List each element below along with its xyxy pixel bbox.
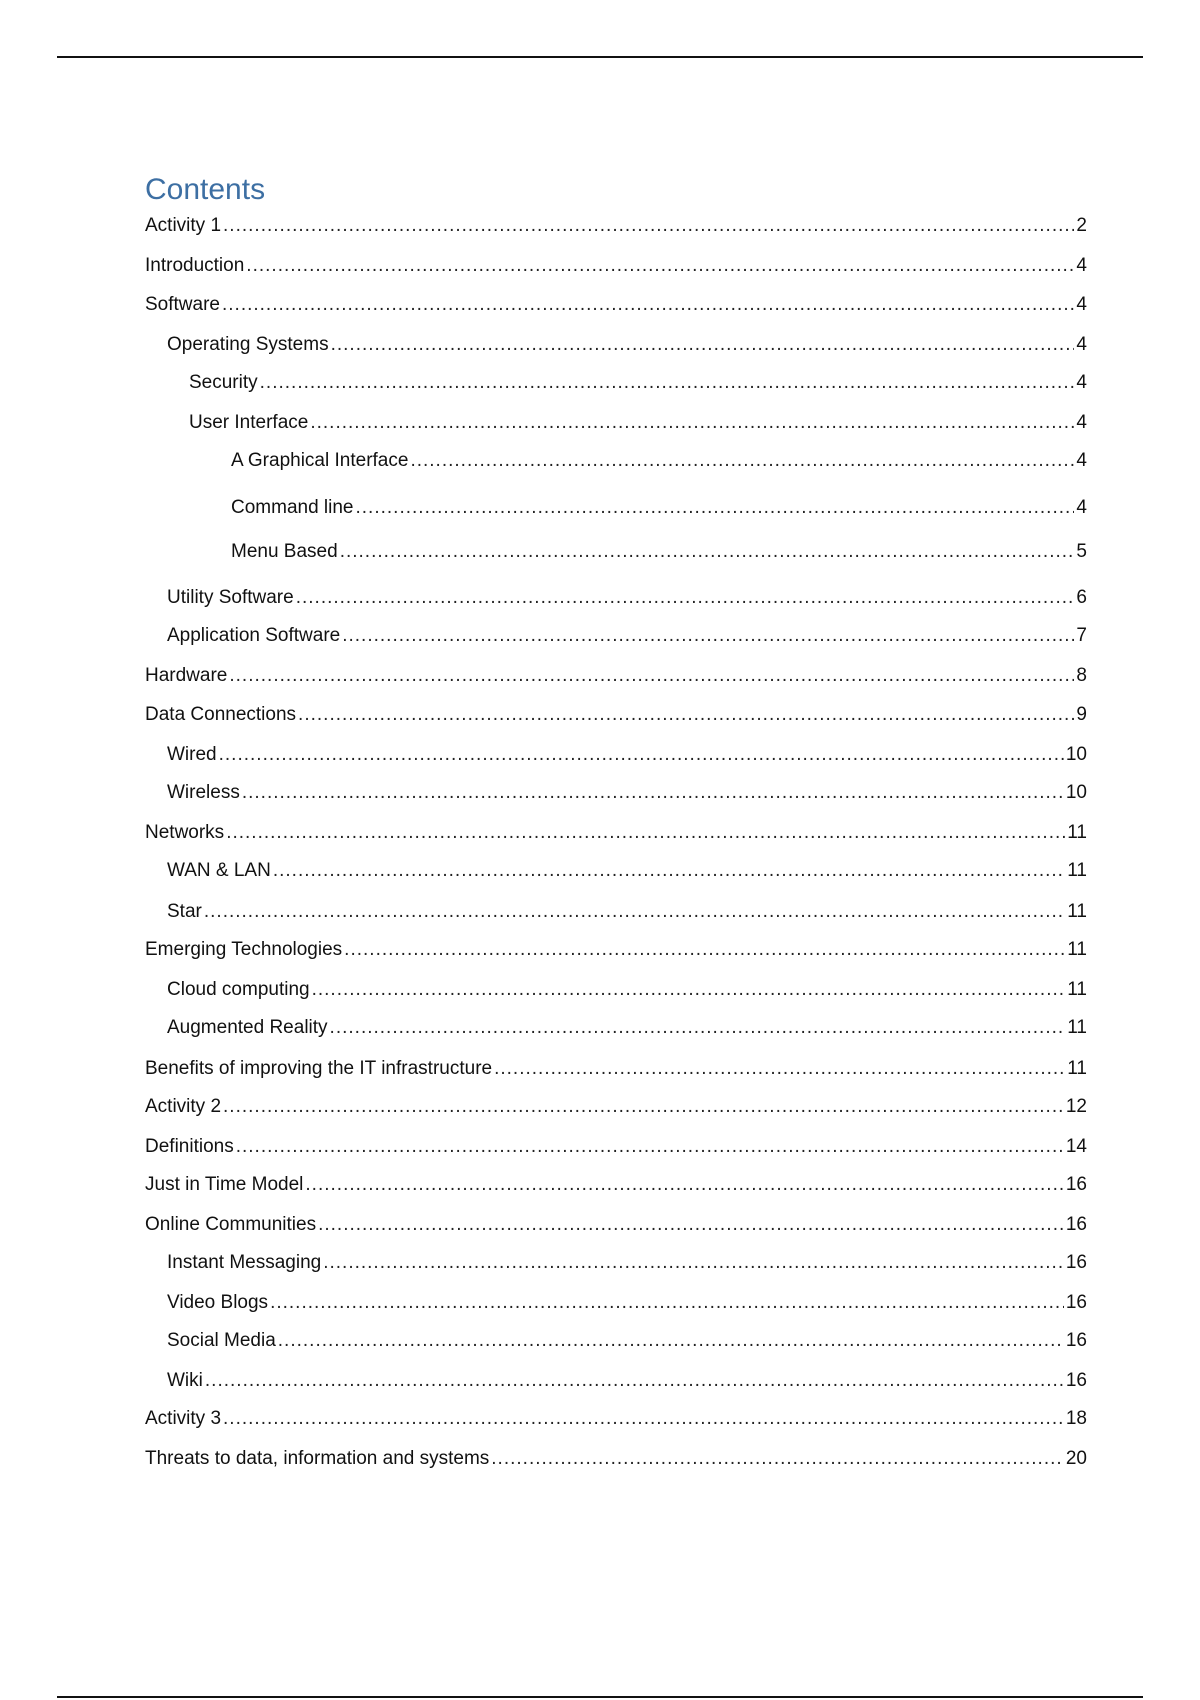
toc-dot-leader	[312, 976, 1066, 1004]
toc-entry-page-number: 2	[1076, 215, 1087, 236]
toc-entry-page-number: 4	[1076, 294, 1087, 315]
toc-entry-label: Activity 3	[145, 1408, 222, 1429]
toc-entry-label: Wireless	[167, 782, 240, 803]
toc-entry-page-number: 10	[1065, 744, 1087, 765]
toc-entry-label: Video Blogs	[167, 1292, 269, 1313]
toc-entry[interactable]	[145, 662, 1087, 690]
toc-dot-leader	[236, 1133, 1064, 1161]
toc-entry-label: Augmented Reality	[167, 1017, 328, 1038]
toc-entry-page-number: 16	[1065, 1370, 1087, 1391]
toc-entry[interactable]	[145, 976, 1087, 1004]
toc-entry[interactable]	[145, 1014, 1087, 1042]
toc-entry-page-number: 14	[1065, 1136, 1087, 1157]
toc-entry-label: Just in Time Model	[145, 1174, 304, 1195]
toc-entry-page-number: 4	[1076, 255, 1087, 276]
toc-dot-leader	[260, 369, 1075, 397]
toc-dot-leader	[222, 291, 1074, 319]
toc-entry-label: WAN & LAN	[167, 860, 271, 881]
toc-entry-page-number: 9	[1076, 704, 1087, 725]
toc-dot-leader	[273, 857, 1065, 885]
toc-dot-leader	[356, 494, 1075, 522]
toc-entry[interactable]	[145, 1367, 1087, 1395]
toc-entry-page-number: 4	[1076, 450, 1087, 471]
toc-entry-page-number: 16	[1065, 1174, 1087, 1195]
toc-entry-page-number: 10	[1065, 782, 1087, 803]
toc-entry[interactable]	[145, 1093, 1087, 1121]
toc-dot-leader	[318, 1211, 1064, 1239]
toc-entry[interactable]	[145, 369, 1087, 397]
toc-entry-page-number: 7	[1076, 625, 1087, 646]
toc-entry[interactable]	[145, 1445, 1087, 1473]
toc-dot-leader	[278, 1327, 1064, 1355]
toc-entry[interactable]	[145, 494, 1087, 522]
toc-entry[interactable]	[145, 331, 1087, 359]
toc-entry-label: Utility Software	[167, 587, 294, 608]
toc-entry-page-number: 11	[1067, 901, 1087, 922]
toc-entry-page-number: 16	[1065, 1292, 1087, 1313]
toc-dot-leader	[205, 1367, 1064, 1395]
toc-entry-page-number: 11	[1067, 822, 1087, 843]
toc-entry[interactable]	[145, 1327, 1087, 1355]
toc-entry[interactable]	[145, 212, 1087, 240]
toc-entry-page-number: 4	[1076, 334, 1087, 355]
toc-entry[interactable]	[145, 819, 1087, 847]
toc-dot-leader	[305, 1171, 1063, 1199]
toc-dot-leader	[494, 1055, 1065, 1083]
toc-entry-label: Data Connections	[145, 704, 297, 725]
toc-dot-leader	[296, 584, 1075, 612]
toc-dot-leader	[229, 662, 1074, 690]
toc-entry[interactable]	[145, 1133, 1087, 1161]
toc-dot-leader	[330, 1014, 1066, 1042]
toc-entry-label: Command line	[231, 497, 354, 518]
toc-dot-leader	[223, 1405, 1064, 1433]
toc-dot-leader	[298, 701, 1074, 729]
toc-entry-page-number: 11	[1067, 979, 1087, 1000]
toc-dot-leader	[242, 779, 1064, 807]
toc-entry-page-number: 4	[1076, 412, 1087, 433]
toc-entry-label: Networks	[145, 822, 225, 843]
toc-dot-leader	[246, 252, 1074, 280]
toc-entry[interactable]	[145, 857, 1087, 885]
toc-entry-label: Activity 2	[145, 1096, 222, 1117]
toc-entry[interactable]	[145, 538, 1087, 566]
toc-entry-page-number: 6	[1076, 587, 1087, 608]
toc-entry-label: Wired	[167, 744, 217, 765]
toc-dot-leader	[491, 1445, 1064, 1473]
toc-entry[interactable]	[145, 779, 1087, 807]
toc-entry-label: Security	[189, 372, 258, 393]
toc-entry-label: A Graphical Interface	[231, 450, 409, 471]
toc-entry[interactable]	[145, 1405, 1087, 1433]
toc-entry-label: Threats to data, information and systems	[145, 1448, 490, 1469]
toc-dot-leader	[323, 1249, 1064, 1277]
toc-entry-label: Software	[145, 294, 220, 315]
toc-dot-leader	[310, 409, 1074, 437]
toc-entry-label: Operating Systems	[167, 334, 329, 355]
toc-entry[interactable]	[145, 1055, 1087, 1083]
toc-entry[interactable]	[145, 1211, 1087, 1239]
toc-entry-label: Menu Based	[231, 541, 338, 562]
toc-entry-page-number: 4	[1076, 372, 1087, 393]
toc-entry-label: Instant Messaging	[167, 1252, 322, 1273]
toc-dot-leader	[270, 1289, 1064, 1317]
toc-entry[interactable]	[145, 622, 1087, 650]
toc-dot-leader	[226, 819, 1065, 847]
toc-entry-label: Cloud computing	[167, 979, 310, 1000]
toc-entry-page-number: 5	[1076, 541, 1087, 562]
toc-entry-page-number: 11	[1067, 1017, 1087, 1038]
table-of-contents	[145, 168, 1087, 1512]
toc-dot-leader	[331, 331, 1075, 359]
toc-dot-leader	[223, 212, 1074, 240]
toc-entry-label: Wiki	[167, 1370, 203, 1391]
toc-entry-page-number: 18	[1065, 1408, 1087, 1429]
toc-dot-leader	[223, 1093, 1064, 1121]
toc-entry-page-number: 4	[1076, 497, 1087, 518]
toc-dot-leader	[342, 622, 1074, 650]
toc-entry-label: Social Media	[167, 1330, 276, 1351]
toc-entry[interactable]	[145, 291, 1087, 319]
toc-title: Contents	[145, 173, 266, 206]
toc-entry-page-number: 20	[1065, 1448, 1087, 1469]
toc-entry[interactable]	[145, 409, 1087, 437]
toc-entry-page-number: 11	[1067, 860, 1087, 881]
toc-list	[145, 212, 1087, 1512]
toc-entry[interactable]	[145, 252, 1087, 280]
toc-entry-label: Introduction	[145, 255, 245, 276]
toc-entry-page-number: 11	[1067, 1058, 1087, 1079]
header-rule	[57, 56, 1143, 58]
toc-entry[interactable]	[145, 701, 1087, 729]
toc-entry[interactable]	[145, 447, 1087, 475]
toc-entry-label: Emerging Technologies	[145, 939, 343, 960]
toc-entry-page-number: 16	[1065, 1214, 1087, 1235]
toc-entry[interactable]	[145, 1289, 1087, 1317]
toc-entry-label: Activity 1	[145, 215, 222, 236]
toc-entry[interactable]	[145, 1249, 1087, 1277]
toc-entry-label: Hardware	[145, 665, 228, 686]
toc-entry-page-number: 16	[1065, 1330, 1087, 1351]
toc-entry[interactable]	[145, 1171, 1087, 1199]
toc-entry-label: Online Communities	[145, 1214, 317, 1235]
toc-dot-leader	[340, 538, 1075, 566]
toc-entry-page-number: 12	[1065, 1096, 1087, 1117]
toc-entry-page-number: 16	[1065, 1252, 1087, 1273]
toc-entry[interactable]	[145, 584, 1087, 612]
toc-entry[interactable]	[145, 898, 1087, 926]
footer-rule	[57, 1696, 1143, 1698]
toc-entry-label: Application Software	[167, 625, 341, 646]
toc-dot-leader	[344, 936, 1065, 964]
toc-entry-label: Benefits of improving the IT infrastructure	[145, 1058, 493, 1079]
toc-entry-page-number: 8	[1076, 665, 1087, 686]
toc-entry-label: User Interface	[189, 412, 309, 433]
toc-dot-leader	[204, 898, 1065, 926]
toc-entry-label: Star	[167, 901, 202, 922]
toc-entry-label: Definitions	[145, 1136, 234, 1157]
toc-dot-leader	[219, 741, 1064, 769]
toc-entry-page-number: 11	[1067, 939, 1087, 960]
toc-dot-leader	[410, 447, 1074, 475]
toc-entry[interactable]	[145, 936, 1087, 964]
toc-entry[interactable]	[145, 741, 1087, 769]
